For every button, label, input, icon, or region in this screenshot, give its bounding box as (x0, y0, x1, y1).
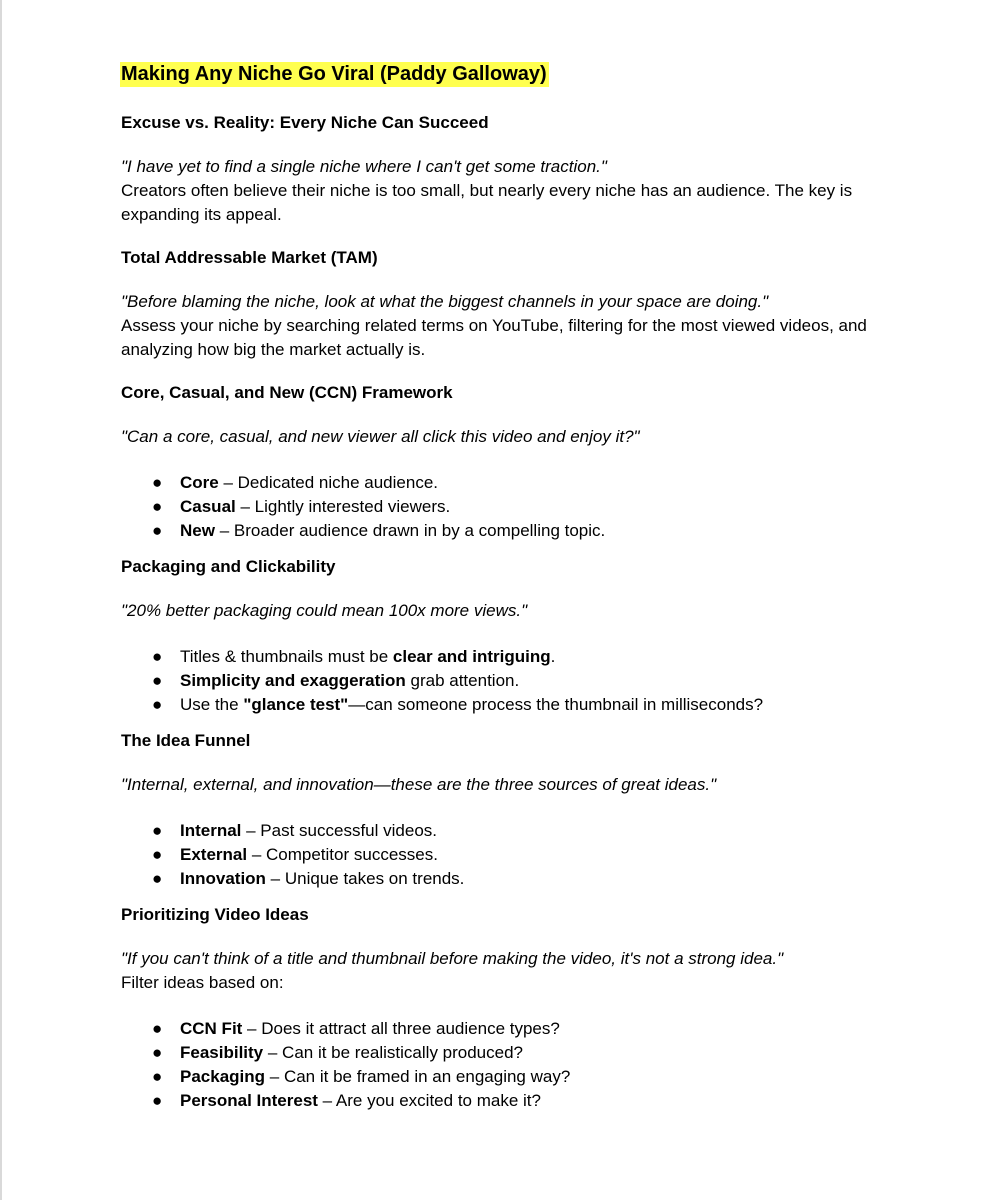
list-item-term: Core (180, 473, 219, 492)
list-item-text: —can someone process the thumbnail in milliseconds? (348, 695, 764, 714)
list-item-term: Personal Interest (180, 1091, 318, 1110)
bullet-icon: ● (152, 845, 163, 864)
list-item (121, 867, 881, 891)
list-item (121, 1065, 881, 1089)
list-item (121, 471, 881, 495)
list-item-prefix: Titles & thumbnails must be (180, 647, 393, 666)
bullet-list (121, 819, 881, 891)
list-item (121, 693, 881, 717)
bullet-icon: ● (152, 1067, 163, 1086)
list-item-term: Internal (180, 821, 242, 840)
list-item-text: – Are you excited to make it? (317, 1091, 541, 1110)
list-item-term: New (180, 521, 215, 540)
list-item-prefix: Use the (180, 695, 244, 714)
section-quote: "Can a core, casual, and new viewer all click this video and enjoy it?" (121, 427, 640, 446)
document-body (121, 62, 881, 1113)
section-paragraph: Filter ideas based on: (121, 973, 284, 992)
list-item-term: Casual (180, 497, 236, 516)
section-paragraph: Assess your niche by searching related terms on YouTube, filtering for the most viewed videos, and analyzing how big the market actually is. (121, 316, 867, 359)
list-item-term: External (180, 845, 248, 864)
section-heading: Total Addressable Market (TAM) (121, 248, 378, 267)
bullet-icon: ● (152, 695, 163, 714)
list-item (121, 669, 881, 693)
list-item (121, 645, 881, 669)
list-item-term: Simplicity and exaggeration (180, 671, 406, 690)
bullet-icon: ● (152, 869, 163, 888)
list-item (121, 843, 881, 867)
section-paragraph: Creators often believe their niche is too small, but nearly every niche has an audience. The key is expanding its appeal. (121, 181, 853, 224)
list-item (121, 519, 881, 543)
list-item-text: – Dedicated niche audience. (218, 473, 438, 492)
list-item-text: – Can it be framed in an engaging way? (265, 1067, 571, 1086)
section-heading: Prioritizing Video Ideas (121, 905, 309, 924)
list-item-term: clear and intriguing (392, 647, 551, 666)
list-item-term: "glance test" (243, 695, 349, 714)
bullet-icon: ● (152, 1091, 163, 1110)
list-item (121, 1017, 881, 1041)
page-edge (0, 0, 2, 1200)
list-item (121, 495, 881, 519)
section-heading: The Idea Funnel (121, 731, 251, 750)
list-item (121, 819, 881, 843)
bullet-icon: ● (152, 647, 163, 666)
bullet-icon: ● (152, 497, 163, 516)
section-quote: "If you can't think of a title and thumbnail before making the video, it's not a strong idea." (121, 949, 784, 968)
section-heading: Core, Casual, and New (CCN) Framework (121, 383, 453, 402)
bullet-icon: ● (152, 521, 163, 540)
bullet-list (121, 471, 881, 543)
list-item-text: – Unique takes on trends. (265, 869, 465, 888)
section-heading: Packaging and Clickability (121, 557, 336, 576)
list-item-text: – Past successful videos. (241, 821, 437, 840)
list-item-text: – Broader audience drawn in by a compelling topic. (214, 521, 606, 540)
section-quote: "I have yet to find a single niche where I can't get some traction." (121, 157, 607, 176)
bullet-icon: ● (152, 1043, 163, 1062)
bullet-icon: ● (152, 671, 163, 690)
section-heading: Excuse vs. Reality: Every Niche Can Succeed (121, 113, 489, 132)
list-item-text: grab attention. (405, 671, 520, 690)
section-quote: "Internal, external, and innovation—these are the three sources of great ideas." (121, 775, 717, 794)
bullet-icon: ● (152, 1019, 163, 1038)
document-title: Making Any Niche Go Viral (Paddy Galloway) (121, 63, 547, 85)
list-item-text: . (550, 647, 556, 666)
bullet-list (121, 645, 881, 717)
bullet-icon: ● (152, 821, 163, 840)
section-quote: "Before blaming the niche, look at what the biggest channels in your space are doing." (121, 292, 769, 311)
list-item-term: Feasibility (180, 1043, 264, 1062)
list-item-text: – Lightly interested viewers. (235, 497, 451, 516)
section-quote: "20% better packaging could mean 100x more views." (121, 601, 528, 620)
list-item (121, 1041, 881, 1065)
bullet-icon: ● (152, 473, 163, 492)
list-item (121, 1089, 881, 1113)
list-item-term: CCN Fit (180, 1019, 243, 1038)
list-item-term: Packaging (180, 1067, 266, 1086)
list-item-text: – Competitor successes. (247, 845, 438, 864)
list-item-text: – Can it be realistically produced? (263, 1043, 524, 1062)
bullet-list (121, 1017, 881, 1113)
list-item-term: Innovation (180, 869, 266, 888)
list-item-text: – Does it attract all three audience types? (242, 1019, 560, 1038)
